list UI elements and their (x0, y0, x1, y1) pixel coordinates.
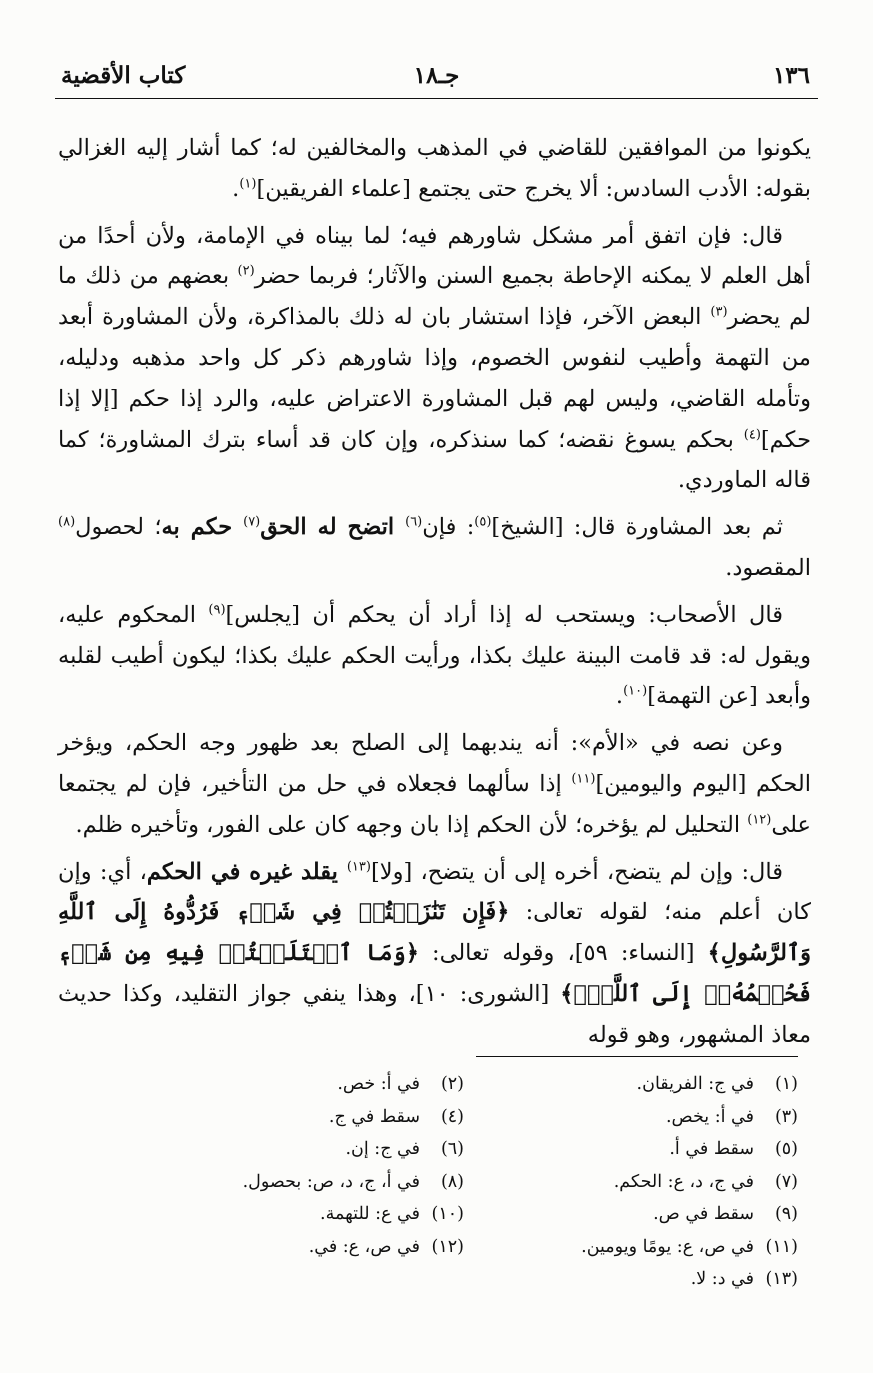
text-run: بعضهم من ذلك ما لم يحضر (58, 263, 811, 331)
text-run: قال: وإن لم يتضح، أخره إلى أن يتضح، [ولا] (370, 858, 783, 885)
text-run: بحكم يسوغ نقضه؛ كما سنذكره، وإن كان قد أساء بترك المشاورة؛ كما قاله الماوردي. (58, 426, 811, 494)
footnote-number: (٢) (440, 1074, 464, 1094)
footnote-number: (٥) (774, 1139, 798, 1159)
footnote-text: في ج: إن. (345, 1139, 420, 1159)
footnote (130, 1133, 464, 1166)
footnote-number: (١) (774, 1074, 798, 1094)
footnote-number: (٩) (774, 1204, 798, 1224)
footnote-number: (١٠) (431, 1204, 464, 1224)
text-run: ؛ لحصول (75, 514, 162, 541)
text-run: يكونوا من الموافقين للقاضي في المذهب والمخالفين له؛ كما أشار إليه الغزالي بقوله: الأدب السادس: ألا يخرج حتى يجتمع [علماء الفريقين] (58, 135, 811, 202)
matn-text: حكم به (161, 514, 244, 541)
footnote-text: في د: لا. (690, 1269, 754, 1289)
footnote-ref: (٨) (58, 514, 76, 530)
footnote (130, 1068, 464, 1101)
footnote (464, 1231, 798, 1264)
footnote (464, 1263, 798, 1296)
paragraph-2 (58, 216, 811, 502)
paragraph-1 (58, 128, 811, 210)
footnote-number: (٣) (774, 1106, 798, 1127)
footnote-text: في ج: الفريقان. (636, 1074, 754, 1094)
quran-verse: ﴿فَإِن تَنَٰزَعۡتُمۡ فِي شَيۡءٖ فَرُدُّوهُ إِلَى ٱللَّهِ وَٱلرَّسُولِ﴾ (58, 899, 811, 967)
text-run: إذا سألهما فجعلاه في حل من التأخير، فإن لم يجتمعا على (58, 770, 811, 838)
footnote-text: في ص، ع: في. (308, 1236, 420, 1257)
text-run: [النساء: ٥٩]، وقوله تعالى: (418, 940, 708, 967)
footnote-text: في أ، ج، د، ص: بحصول. (242, 1171, 420, 1192)
text-run: وعن نصه في «الأم»: أنه يندبهما إلى الصلح بعد ظهور وجه الحكم، ويؤخر الحكم [اليوم واليومين] (58, 730, 811, 797)
footnote-ref: (١٠) (623, 683, 648, 699)
footnote-text: في أ: يخص. (665, 1106, 754, 1127)
paragraph-6 (58, 852, 811, 1056)
text-run: البعض الآخر، فإذا استشار بان له ذلك بالمذاكرة، ولأن المشاورة أبعد من التهمة وأطيب لنفوس الخصوم، وإذا شاورهم ذكر كل واحد مذهبه ودليله، وتأمله القاضي، وليس لهم قبل المشاورة الاعتراض عليه، والرد إذا حكم [إلا إذا حكم] (58, 304, 811, 453)
footnote-text: في أ: خص. (337, 1074, 420, 1094)
footnote-text: في ع: للتهمة. (320, 1204, 420, 1224)
footnote-ref: (١٢) (747, 812, 772, 828)
text-run: المحكوم عليه، ويقول له: قد قامت البينة عليك بكذا، ورأيت الحكم عليك بكذا؛ ليكون أطيب لقلبه وأبعد [عن التهمة] (58, 601, 811, 710)
footnote-number: (٤) (440, 1106, 464, 1127)
footnote-number: (٦) (440, 1139, 464, 1159)
text-run: ثم بعد المشاورة قال: [الشيخ] (491, 514, 783, 541)
footnote-number: (١١) (765, 1236, 798, 1257)
running-header (55, 58, 818, 99)
main-text (58, 128, 811, 1062)
footnote-text: في ص، ع: يومًا ويومين. (581, 1236, 754, 1257)
footnote (464, 1166, 798, 1199)
paragraph-5 (58, 723, 811, 845)
footnote-ref: (٥) (474, 514, 492, 530)
footnote-ref: (٢) (237, 263, 255, 279)
footnote-text: في ج، د، ع: الحكم. (613, 1171, 754, 1192)
footnote-ref: (١١) (571, 771, 596, 787)
matn-text: يقلد غيره في الحكم (146, 858, 347, 885)
footnote (464, 1068, 798, 1101)
book-title: كتاب الأقضية (61, 62, 186, 89)
text-run: . (232, 175, 240, 202)
text-run: المقصود. (725, 554, 811, 581)
footnote (464, 1198, 798, 1231)
footnote-ref: (٣) (710, 304, 728, 320)
paragraph-3 (58, 507, 811, 589)
text-run: [الشورى: ١٠]، وهذا ينفي جواز التقليد، وكذا حديث معاذ المشهور، وهو قوله (58, 980, 811, 1048)
footnote (130, 1198, 464, 1231)
text-run: . (615, 683, 624, 710)
volume-number: جـ١٨ (413, 62, 460, 89)
footnote-ref: (٩) (208, 602, 226, 618)
footnote-number: (٨) (440, 1171, 464, 1192)
footnotes-right-column (464, 1068, 798, 1296)
footnote (130, 1101, 464, 1134)
footnote (130, 1166, 464, 1199)
footnotes-left-column (130, 1068, 464, 1263)
footnote-ref: (٦) (405, 514, 423, 530)
text-run: ، أي: وإن كان أعلم منه؛ لقوله تعالى: (58, 858, 811, 926)
footnote-ref: (٧) (243, 514, 261, 530)
text-run: قال الأصحاب: ويستحب له إذا أراد أن يحكم أن [يجلس] (225, 601, 783, 628)
footnote-number: (١٢) (431, 1236, 464, 1257)
paragraph-4 (58, 595, 811, 717)
footnote-number: (١٣) (765, 1269, 798, 1289)
footnote-ref: (١٣) (346, 859, 371, 875)
text-run: قال: فإن اتفق أمر مشكل شاورهم فيه؛ لما بيناه في الإمامة، ولأن أحدًا من أهل العلم لا يمكنه الإحاطة بجميع السنن والآثار؛ فربما حضر (58, 222, 811, 290)
footnote-ref: (٤) (743, 427, 761, 443)
quran-verse: ﴿وَمَا ٱخۡتَلَفۡتُمۡ فِيهِ مِن شَيۡءٖ فَحُكۡمُهُۥٓ إِلَى ٱللَّهِۚ﴾ (58, 940, 811, 1007)
text-run: : فإن (422, 514, 475, 541)
footnote (464, 1101, 798, 1134)
text-run: التحليل لم يؤخره؛ لأن الحكم إذا بان وجهه كان على الفور، وتأخيره ظلم. (75, 811, 748, 838)
footnote-ref: (١) (239, 176, 257, 192)
footnote-separator (476, 1056, 798, 1057)
footnote-text: سقط في ص. (653, 1204, 754, 1224)
matn-text: اتضح له الحق (260, 514, 406, 541)
footnote (130, 1231, 464, 1264)
page-number: ١٣٦ (772, 62, 810, 89)
footnote-number: (٧) (774, 1171, 798, 1192)
footnote-text: سقط في أ. (669, 1139, 754, 1159)
footnote (464, 1133, 798, 1166)
footnote-text: سقط في ج. (328, 1106, 420, 1127)
